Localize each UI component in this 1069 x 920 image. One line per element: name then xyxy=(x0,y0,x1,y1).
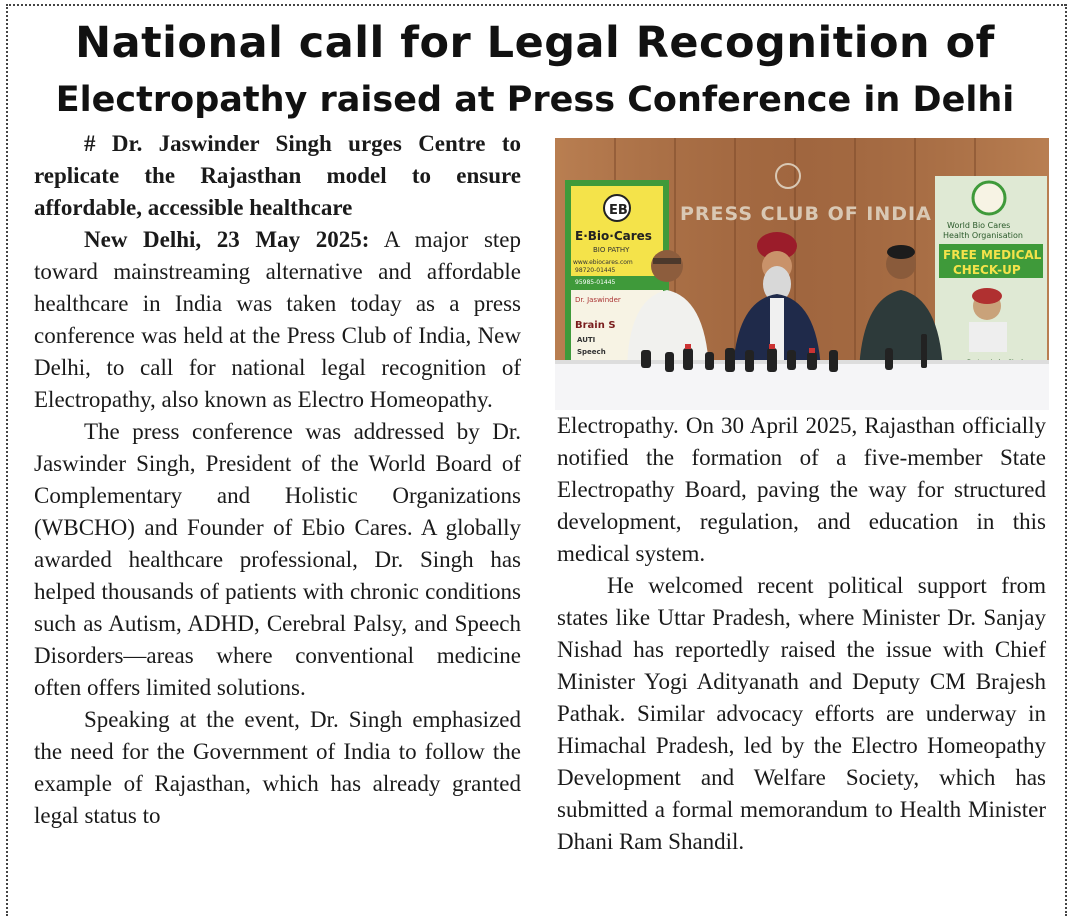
article-right-column xyxy=(557,410,1046,858)
article-left-column xyxy=(34,128,521,832)
paragraph-2: The press conference was addressed by Dr. Jaswinder Singh, President of the World Board of Complementary and Holistic Organizations (WBCHO) and Founder of Ebio Cares. A globally awarded healthcare professional, Dr. Singh has helped thousands of patients with chronic conditions such as Autism, ADHD, Cerebral Palsy, and Speech Disorders—areas where conventional medicine often offers limited solutions. xyxy=(34,419,521,700)
banner-left-phone1: 98720-01445 xyxy=(575,267,616,274)
paragraph-1 xyxy=(34,224,521,416)
banner-left-topic: Brain S xyxy=(575,320,616,331)
banner-left-brand: E·Bio·Cares xyxy=(575,229,652,243)
headline-line-2: Electropathy raised at Press Conference in Delhi xyxy=(55,80,1015,120)
page-border-top xyxy=(6,4,1066,6)
banner-left-doctor: Dr. Jaswinder xyxy=(575,296,621,304)
paragraph-4: He welcomed recent political support from states like Uttar Pradesh, where Minister Dr. Sanjay Nishad has reportedly raised the issue with Chief Minister Yogi Adityanath and Deputy CM Brajesh Pathak. Similar advocacy efforts are underway in Himachal Pradesh, led by the Electro Homeopathy Development and Welfare Society, which has submitted a formal memorandum to Health Minister Dhani Ram Shandil. xyxy=(557,573,1046,854)
headline-line-1: National call for Legal Recognition of xyxy=(75,18,995,68)
page-border-right xyxy=(1065,4,1067,916)
wall-sign-text: PRESS CLUB OF INDIA xyxy=(680,203,932,225)
paragraph-3-continued: Electropathy. On 30 April 2025, Rajasthan officially notified the formation of a five-member State Electropathy Board, paving the way for structured development, regulation, and education in this medical system. xyxy=(557,413,1046,566)
banner-right-headline2: CHECK-UP xyxy=(953,263,1021,277)
banner-left-topic2: AUTI xyxy=(577,336,596,344)
banner-right-org-line2: Health Organisation xyxy=(943,231,1023,240)
banner-right-org-line1: World Bio Cares xyxy=(947,221,1011,230)
banner-left-logo: EB xyxy=(609,203,628,218)
page-border-left xyxy=(6,4,8,916)
banner-left-topic3: Speech xyxy=(577,348,606,356)
paragraph-3: Speaking at the event, Dr. Singh emphasized the need for the Government of India to follow the example of Rajasthan, which has already granted legal status to xyxy=(34,707,521,828)
press-conference-photo xyxy=(555,138,1049,410)
banner-left-phone2: 95985-01445 xyxy=(575,279,616,286)
banner-left-site: www.ebiocares.com xyxy=(573,259,633,266)
dateline: New Delhi, 23 May 2025: xyxy=(84,227,370,252)
paragraph-1-text: A major step toward mainstreaming alternative and affordable healthcare in India was taken today as a press conference was held at the Press Club of India, New Delhi, to call for national legal recognition of Electropathy, also known as Electro Homeopathy. xyxy=(34,227,521,412)
subhead: # Dr. Jaswinder Singh urges Centre to replicate the Rajasthan model to ensure affordable, accessible healthcare xyxy=(34,131,521,220)
banner-right-headline1: FREE MEDICAL xyxy=(943,248,1042,262)
banner-left-sub: BIO PATHY xyxy=(593,246,630,254)
